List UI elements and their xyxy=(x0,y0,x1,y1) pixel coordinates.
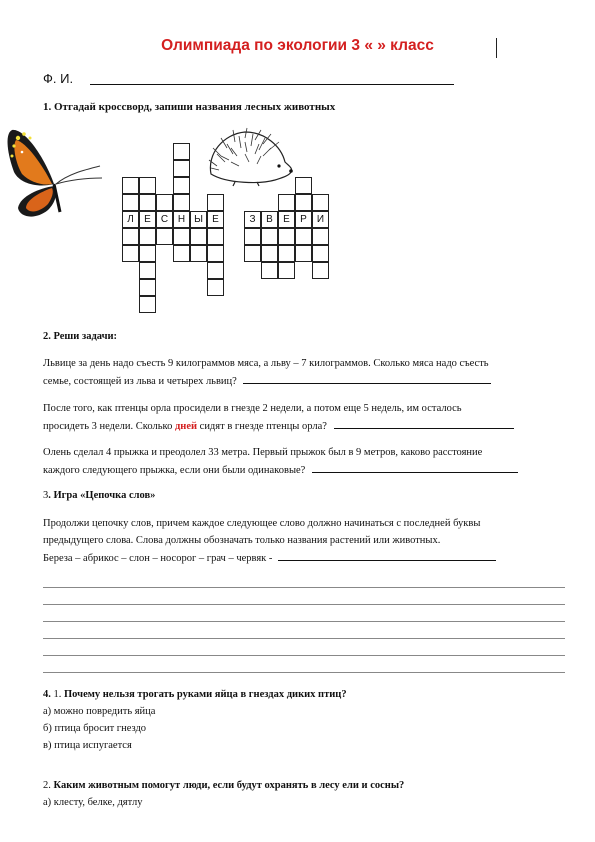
q2-task3-line1: Олень сделал 4 прыжка и преодолел 33 метра. Первый прыжок был в 9 метров, каково расстояние xyxy=(43,447,483,458)
crossword-cell[interactable] xyxy=(312,262,329,279)
fio-input-line[interactable] xyxy=(90,84,454,85)
butterfly-icon xyxy=(4,126,104,222)
option-item[interactable]: а) можно повредить яйца xyxy=(43,706,156,717)
fio-label: Ф. И. xyxy=(43,71,74,86)
answer-line[interactable] xyxy=(43,672,565,673)
crossword-cell[interactable] xyxy=(244,228,261,245)
q2-task3 xyxy=(43,444,563,479)
q2-heading: 2. Реши задачи: xyxy=(43,331,118,342)
crossword-cell[interactable] xyxy=(122,228,139,245)
crossword-cell[interactable] xyxy=(139,245,156,262)
crossword-cell[interactable] xyxy=(190,245,207,262)
option-item[interactable]: в) птица испугается xyxy=(43,740,132,751)
crossword-cell[interactable] xyxy=(139,228,156,245)
crossword-cell[interactable] xyxy=(173,228,190,245)
crossword-cell[interactable] xyxy=(190,228,207,245)
answer-line[interactable] xyxy=(278,549,496,561)
crossword-cell[interactable] xyxy=(278,194,295,211)
q2-task2-highlight: дней xyxy=(174,421,198,432)
crossword-cell[interactable] xyxy=(207,262,224,279)
crossword-cell[interactable] xyxy=(173,194,190,211)
answer-line[interactable] xyxy=(43,604,565,605)
crossword-cell[interactable] xyxy=(122,177,139,194)
answer-line[interactable] xyxy=(312,461,518,473)
crossword-cell[interactable]: В xyxy=(261,211,278,228)
q2-task2-line1: После того, как птенцы орла просидели в гнезде 2 недели, а потом еще 5 недель, им осталось xyxy=(43,403,462,414)
q2-task1-line1: Львице за день надо съесть 9 килограммов мяса, а льву – 7 килограммов. Сколько мяса надо съесть xyxy=(43,358,489,369)
q3-text-line2: предыдущего слова. Слова должны обозначать только названия растений или животных. xyxy=(43,535,441,546)
q4-sub2-number: 2. xyxy=(43,780,51,791)
page-title: Олимпиада по экологии 3 « » класс xyxy=(161,37,434,54)
option-item[interactable]: а) клесту, белке, дятлу xyxy=(43,797,143,808)
crossword-cell[interactable] xyxy=(312,245,329,262)
crossword-cell[interactable] xyxy=(278,228,295,245)
q4-sub1-number: 1. xyxy=(50,689,62,700)
crossword-cell[interactable] xyxy=(295,245,312,262)
q3-text xyxy=(43,515,563,566)
answer-line[interactable] xyxy=(334,417,514,429)
q4-sub2 xyxy=(43,777,563,811)
crossword-cell[interactable]: Р xyxy=(295,211,312,228)
q3-number: 3 xyxy=(43,490,49,501)
crossword-cell[interactable]: И xyxy=(312,211,329,228)
crossword-cell[interactable] xyxy=(207,245,224,262)
crossword-cell[interactable] xyxy=(261,262,278,279)
crossword-cell[interactable] xyxy=(156,228,173,245)
q2-task1 xyxy=(43,355,563,390)
crossword-cell[interactable] xyxy=(139,279,156,296)
crossword-cell[interactable] xyxy=(278,245,295,262)
crossword-cell[interactable] xyxy=(173,245,190,262)
crossword-cell[interactable] xyxy=(278,262,295,279)
crossword-cell[interactable] xyxy=(261,228,278,245)
q3-text-line1: Продолжи цепочку слов, причем каждое следующее слово должно начинаться с последней буквы xyxy=(43,518,481,529)
q2-task3-line2: каждого следующего прыжка, если они были одинаковые? xyxy=(43,465,306,476)
crossword-cell[interactable] xyxy=(295,194,312,211)
crossword-cell[interactable]: З xyxy=(244,211,261,228)
crossword-cell[interactable]: Е xyxy=(278,211,295,228)
q2-task1-line2: семье, состоящей из льва и четырех львиц? xyxy=(43,376,237,387)
crossword-cell[interactable] xyxy=(139,177,156,194)
crossword-cell[interactable]: Е xyxy=(139,211,156,228)
crossword-cell[interactable] xyxy=(207,228,224,245)
crossword-cell[interactable]: Ы xyxy=(190,211,207,228)
q3-title: . Игра «Цепочка слов» xyxy=(48,490,156,501)
answer-line[interactable] xyxy=(43,655,565,656)
crossword-cell[interactable] xyxy=(295,177,312,194)
q2-task2 xyxy=(43,400,563,435)
option-item[interactable]: б) птица бросит гнездо xyxy=(43,723,147,734)
answer-line[interactable] xyxy=(43,587,565,588)
q1-heading: 1. Отгадай кроссворд, запиши названия лесных животных xyxy=(43,101,336,113)
q4-sub2-question: Каким животным помогут люди, если будут охранять в лесу ели и сосны? xyxy=(50,780,405,791)
crossword-cell[interactable] xyxy=(173,160,190,177)
crossword-cell[interactable] xyxy=(295,228,312,245)
crossword-cell[interactable] xyxy=(312,194,329,211)
crossword-cell[interactable]: С xyxy=(156,211,173,228)
q3-chain: Береза – абрикос – слон – носорог – грач – червяк - xyxy=(43,553,273,564)
q4-number: 4. xyxy=(43,689,51,700)
hedgehog-icon xyxy=(205,126,295,188)
crossword-cell[interactable]: Е xyxy=(207,211,224,228)
crossword-cell[interactable]: Н xyxy=(173,211,190,228)
crossword-cell[interactable]: Л xyxy=(122,211,139,228)
crossword-cell[interactable] xyxy=(312,228,329,245)
answer-line[interactable] xyxy=(43,621,565,622)
answer-line[interactable] xyxy=(43,638,565,639)
crossword-cell[interactable] xyxy=(139,262,156,279)
crossword-cell[interactable] xyxy=(244,245,261,262)
text-cursor xyxy=(496,38,497,58)
q3-heading xyxy=(43,490,155,501)
crossword-cell[interactable] xyxy=(173,143,190,160)
q2-task2-line2b: сидят в гнезде птенцы орла? xyxy=(197,421,327,432)
q4-sub1 xyxy=(43,686,563,754)
crossword-cell[interactable] xyxy=(173,177,190,194)
crossword-cell[interactable] xyxy=(261,245,278,262)
crossword-cell[interactable] xyxy=(139,194,156,211)
crossword-cell[interactable] xyxy=(122,245,139,262)
answer-line[interactable] xyxy=(243,372,491,384)
crossword-cell[interactable] xyxy=(122,194,139,211)
q2-task2-line2a: просидеть 3 недели. Сколько xyxy=(43,421,175,432)
crossword-cell[interactable] xyxy=(207,194,224,211)
crossword-cell[interactable] xyxy=(156,194,173,211)
crossword-cell[interactable] xyxy=(139,296,156,313)
crossword-cell[interactable] xyxy=(207,279,224,296)
q4-sub1-question: Почему нельзя трогать руками яйца в гнездах диких птиц? xyxy=(61,689,347,700)
